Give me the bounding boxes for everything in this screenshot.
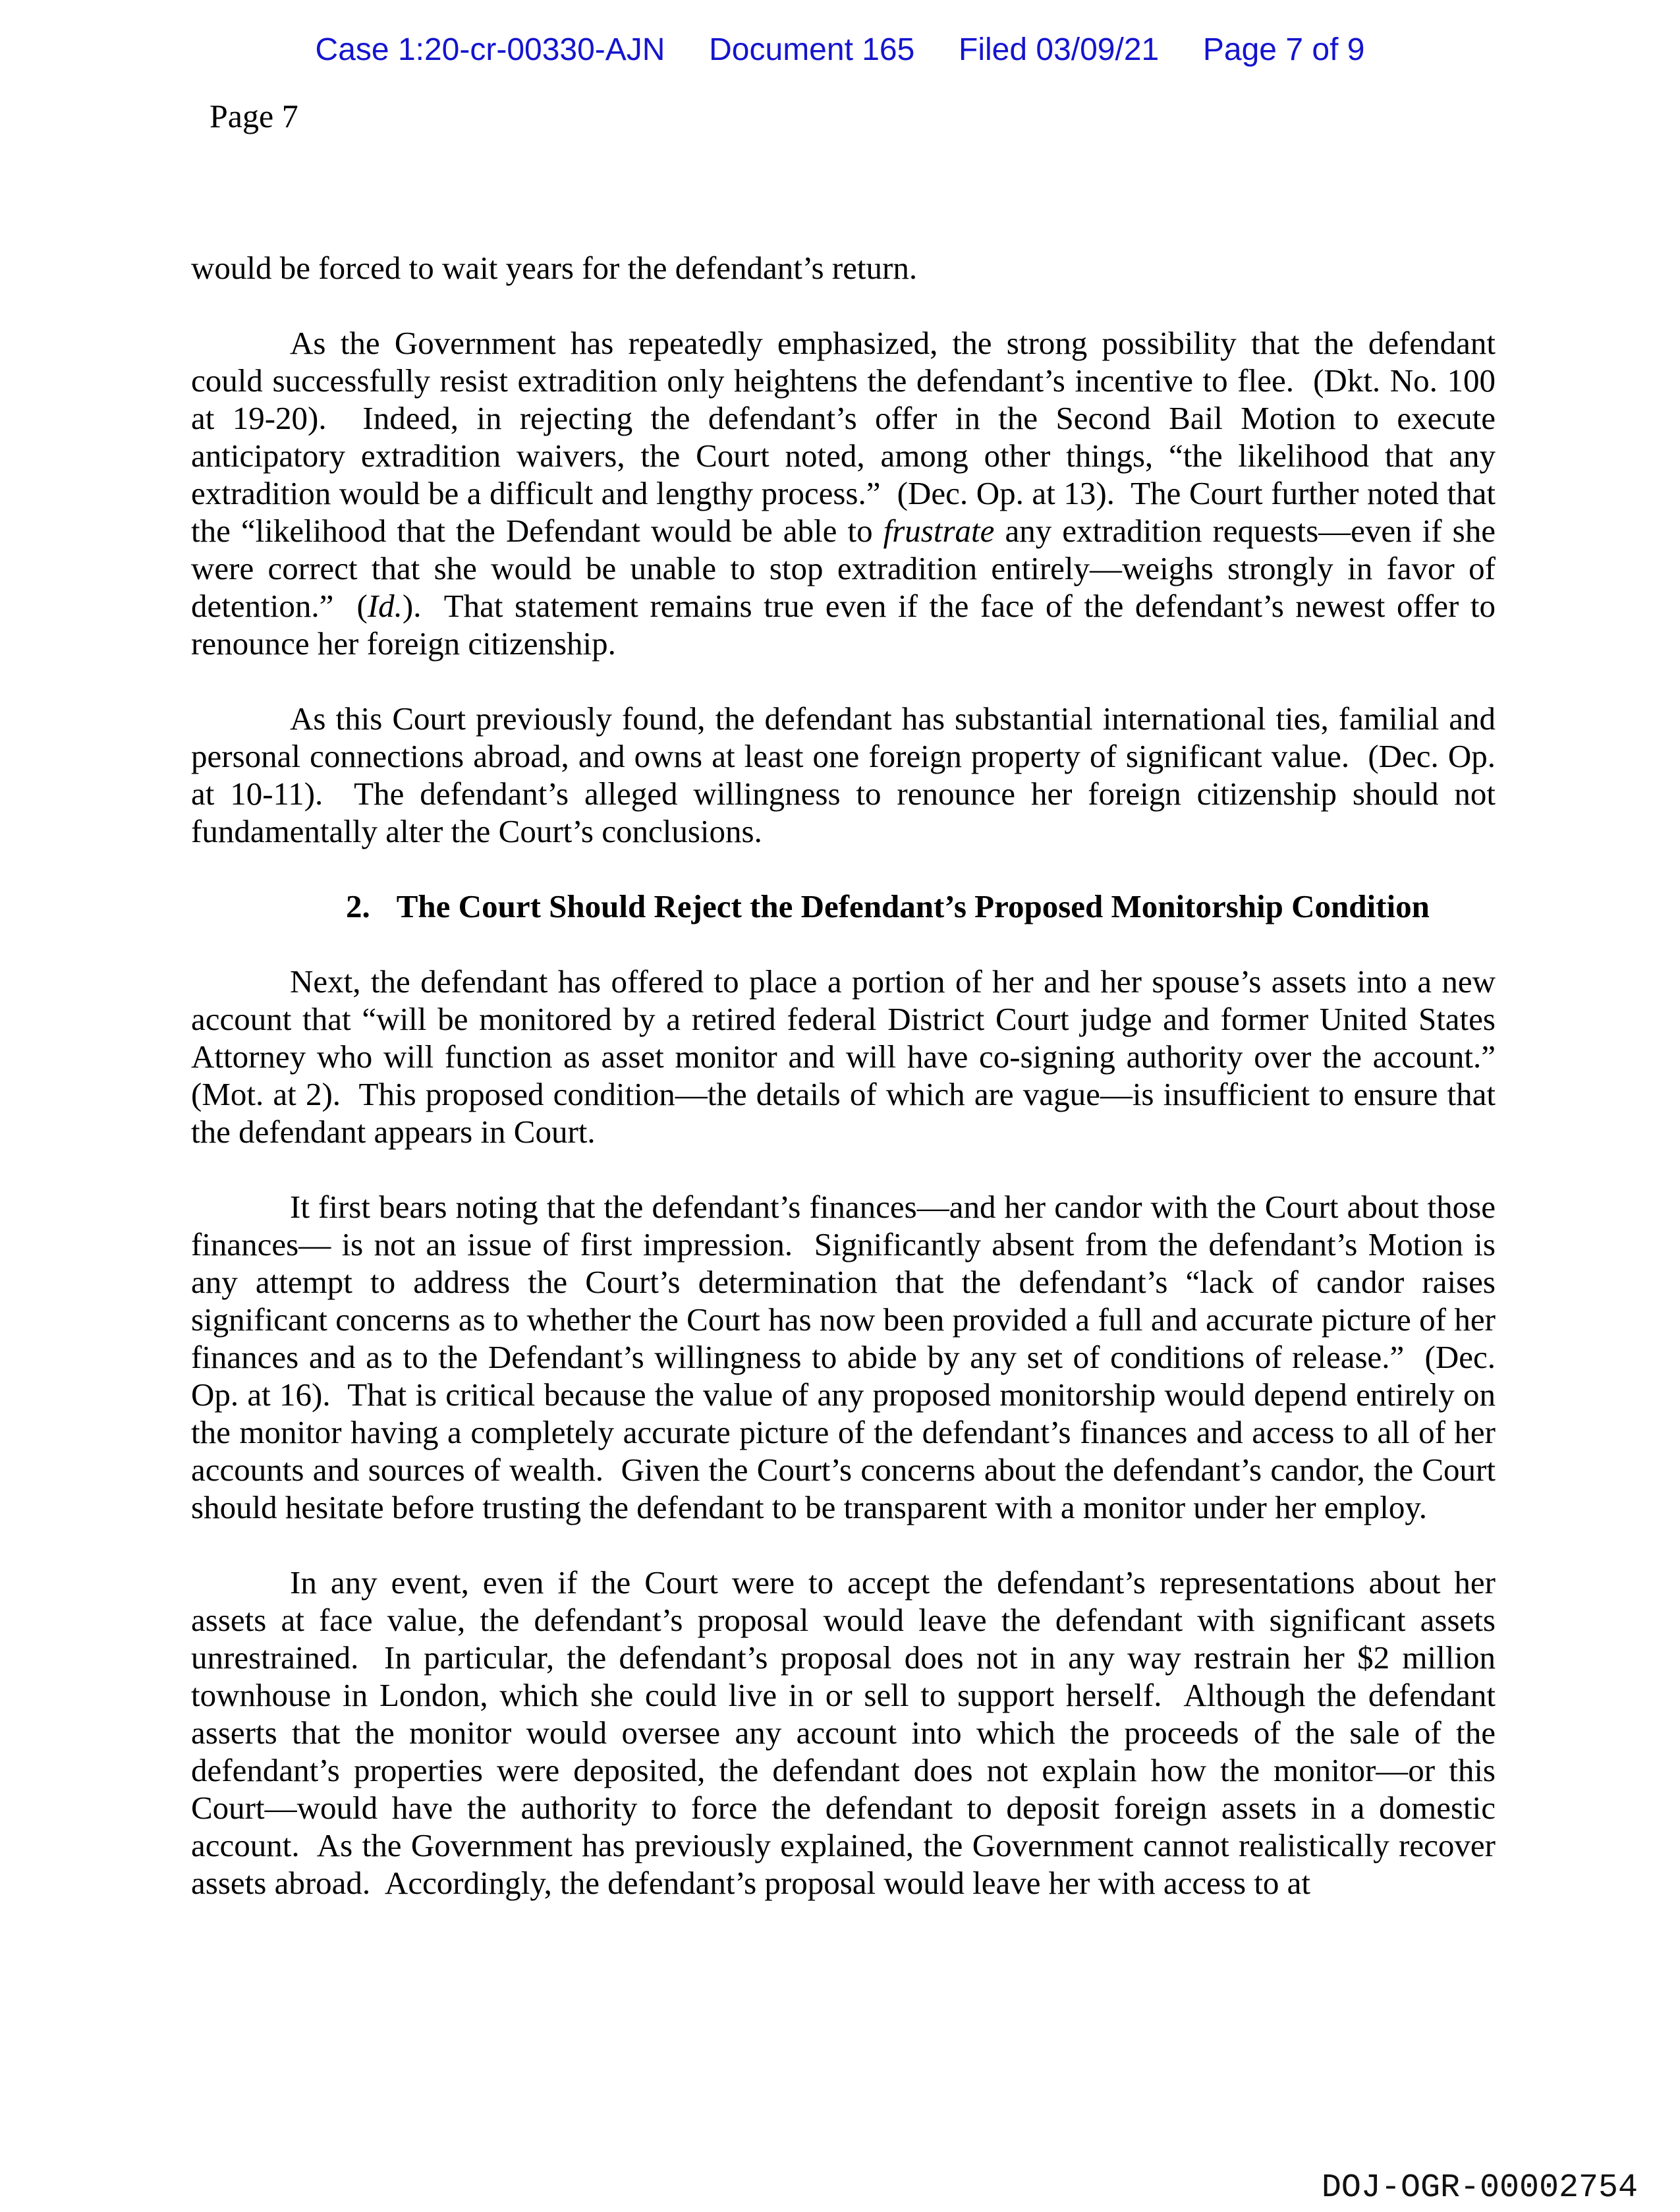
text-run: would be forced to wait years for the defendant’s return. [191,250,918,286]
text-run: frustrate [883,513,995,549]
text-run: Id. [367,588,403,624]
section-heading [191,888,1496,925]
text-run: ). That statement remains true even if the face of the defendant’s newest offer to renounce her foreign citizenship. [191,588,1504,662]
section-heading-number: 2. [346,888,370,924]
text-run: As this Court previously found, the defendant has substantial international ties, familial and personal connections abroad, and owns at least one foreign property of significant value. (Dec. Op. at 10-11). The defendant’s alleged willingness to renounce her foreign citizenship should not fundamentally alter the Court’s conclusions. [191,700,1504,849]
paragraph [191,700,1504,850]
paragraph [191,1188,1504,1526]
text-run: It first bears noting that the defendant’s finances—and her candor with the Court about those finances— is not an issue of first impression. Significantly absent from the defendant’s Motion is any attempt to address the Court’s determination that the defendant’s “lack of candor raises significant concerns as to whether the Court has now been provided a full and accurate picture of her finances and as to the Defendant’s willingness to abide by any set of conditions of release.” (Dec. Op. at 16). That is critical because the value of any proposed monitorship would depend entirely on the monitor having a completely accurate picture of the defendant’s finances and access to all of her accounts and sources of wealth. Given the Court’s concerns about the defendant’s candor, the Court should hesitate before trusting the defendant to be transparent with a monitor under her employ. [191,1189,1504,1525]
text-run: As the Government has repeatedly emphasized, the strong possibility that the defendant could successfully resist extradition only heightens the defendant’s incentive to flee. (Dkt. No. 100 at 19-20). Indeed, in rejecting the defendant’s offer in the Second Bail Motion to execute anticipatory extradition waivers, the Court noted, among other things, “the likelihood that any extradition would be a difficult and lengthy process.” (Dec. Op. at 13). The Court further noted that the “likelihood that the Defendant would be able to [191,325,1504,549]
paragraph [191,1564,1504,1902]
page-number-label: Page 7 [210,98,298,134]
text-run: The Court Should Reject the Defendant’s Proposed Monitorship Condition [396,888,1430,924]
paragraph [191,324,1504,662]
document-body [191,249,1512,1902]
paragraph [191,249,1496,287]
text-run: In any event, even if the Court were to accept the defendant’s representations about her assets at face value, the defendant’s proposal would leave the defendant with significant assets unrestrained. In particular, the defendant’s proposal does not in any way restrain her $2 million townhouse in London, which she could live in or sell to support herself. Although the defendant asserts that the monitor would oversee any account into which the proceeds of the sale of the defendant’s properties were deposited, the defendant does not explain how the monitor—or this Court—would have the authority to force the defendant to deposit foreign assets in a domestic account. As the Government has previously explained, the Government cannot realistically recover assets abroad. Accordingly, the defendant’s proposal would leave her with access to at [191,1564,1504,1901]
ecf-header-stamp: Case 1:20-cr-00330-AJN Document 165 Filed 03/09/21 Page 7 of 9 [315,32,1365,67]
text-run: any extradition requests—even if she were correct that she would be unable to stop extradition entirely—weighs strongly in favor of detention.” ( [191,513,1504,624]
paragraph [191,963,1512,1150]
bates-number: DOJ-OGR-00002754 [1321,2169,1638,2207]
text-run: Next, the defendant has offered to place a portion of her and her spouse’s assets into a new account that “will be monitored by a retired federal District Court judge and former United States Attorney who will function as asset monitor and will have co-signing authority over the account.” (Mot. at 2). This proposed condition—the details of which are vague—is insufficient to ensure that the defendant appears in Court. [191,963,1512,1150]
